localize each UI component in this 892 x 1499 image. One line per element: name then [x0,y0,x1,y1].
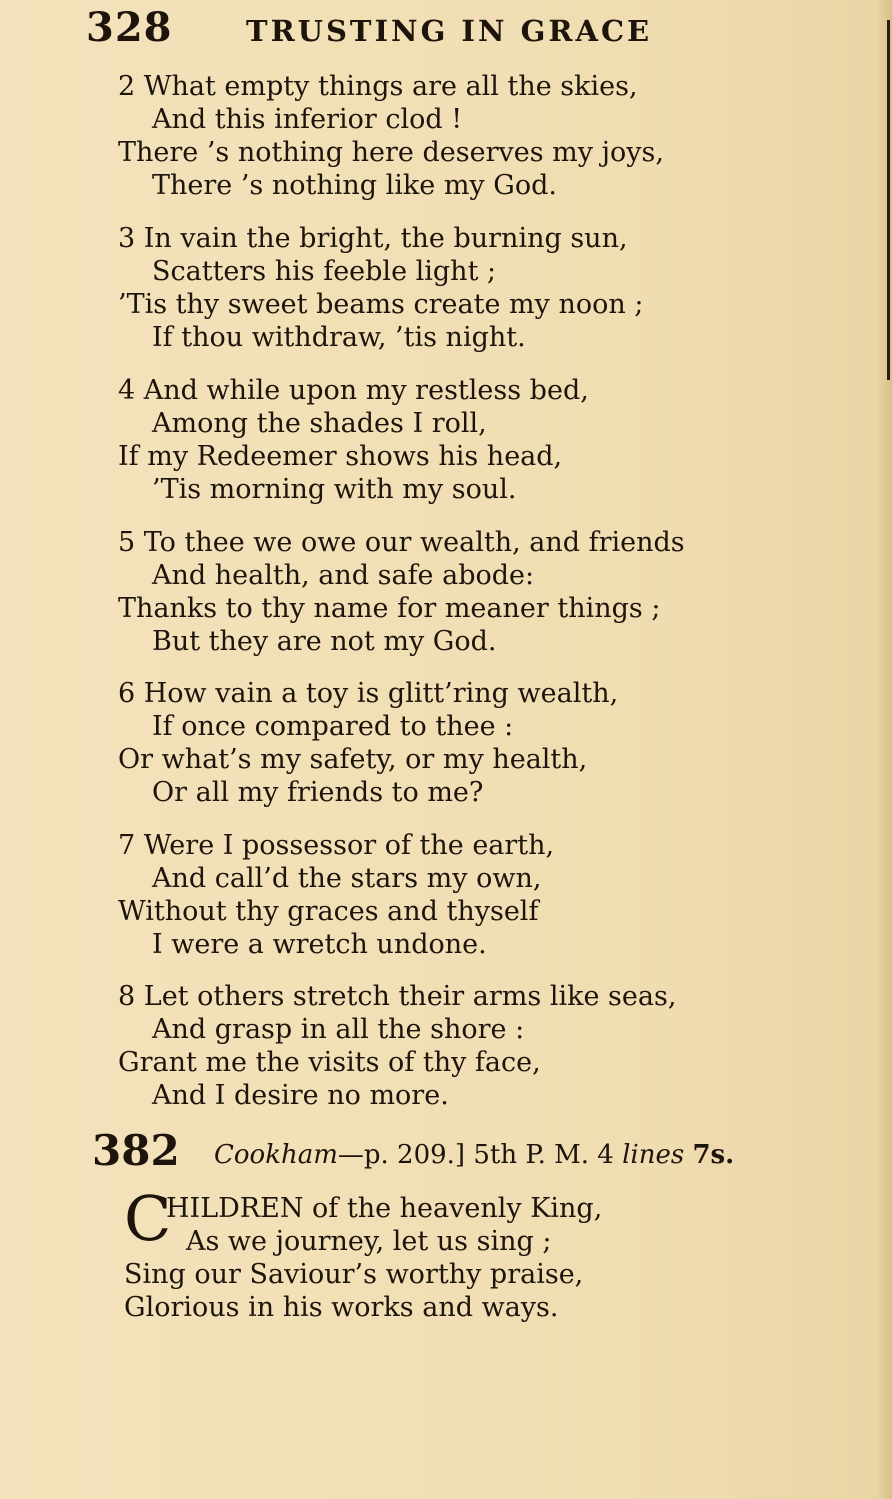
verse-3 [118,222,818,354]
page-number: 328 [86,4,173,51]
page-header [86,0,876,56]
verse-line: I were a wretch undone. [152,929,487,960]
hymn-meta [214,1140,734,1170]
verse-line: Glorious in his works and ways. [124,1292,559,1323]
drop-cap: C [124,1182,172,1255]
verse-7 [118,829,818,961]
verse-line: Or all my friends to me? [152,777,484,808]
verse-line: There ’s nothing like my God. [152,170,557,201]
verse-line: If my Redeemer shows his head, [118,441,563,472]
verse-line: 8 Let others stretch their arms like seas, [118,981,677,1012]
verse-8 [118,980,818,1112]
verse-line: As we journey, let us sing ; [186,1226,552,1257]
verse-line: 3 In vain the bright, the burning sun, [118,223,628,254]
verse-line: And grasp in all the shore : [152,1014,525,1045]
verse-line: Or what’s my safety, or my health, [118,744,588,775]
verse-line: Scatters his feeble light ; [152,256,497,287]
verse-5 [118,526,818,658]
verse-line: If thou withdraw, ’tis night. [152,322,526,353]
verse-line: Among the shades I roll, [152,408,487,439]
tune-name: Cookham [214,1140,338,1170]
verse-line: Sing our Saviour’s worthy praise, [124,1259,584,1290]
verse-2 [118,70,818,202]
verse-line: And call’d the stars my own, [152,863,542,894]
verse-4 [118,374,818,506]
hymn-number: 382 [92,1126,180,1175]
verse-line: HILDREN of the heavenly King, [166,1193,603,1224]
verse-line: And health, and safe abode: [152,560,535,591]
page-edge-shadow [887,20,890,380]
syllables: 7s. [692,1140,735,1170]
hymn-382-verse-1 [124,1182,824,1324]
verse-line: Thanks to thy name for meaner things ; [118,593,661,624]
verse-line: 4 And while upon my restless bed, [118,375,589,406]
lines-label: lines [622,1140,685,1170]
verse-line: And this inferior clod ! [152,104,463,135]
verse-line: Grant me the visits of thy face, [118,1047,541,1078]
verse-line: ’Tis thy sweet beams create my noon ; [118,289,644,320]
verse-line: Without thy graces and thyself [118,896,539,927]
page-reference: —p. 209.] [337,1140,466,1170]
verse-line: If once compared to thee : [152,711,514,742]
verse-line: There ’s nothing here deserves my joys, [118,137,664,168]
verse-line: ’Tis morning with my soul. [152,474,517,505]
verse-line: 5 To thee we owe our wealth, and friends [118,527,685,558]
verse-line: 2 What empty things are all the skies, [118,71,638,102]
verse-line: And I desire no more. [152,1080,449,1111]
running-title: TRUSTING IN GRACE [246,14,653,48]
verse-line: 7 Were I possessor of the earth, [118,830,555,861]
verse-line: 6 How vain a toy is glitt’ring wealth, [118,678,619,709]
meter: 5th P. M. 4 [473,1140,614,1170]
verse-6 [118,677,818,809]
hymn-heading [92,1126,852,1180]
verse-line: But they are not my God. [152,626,497,657]
